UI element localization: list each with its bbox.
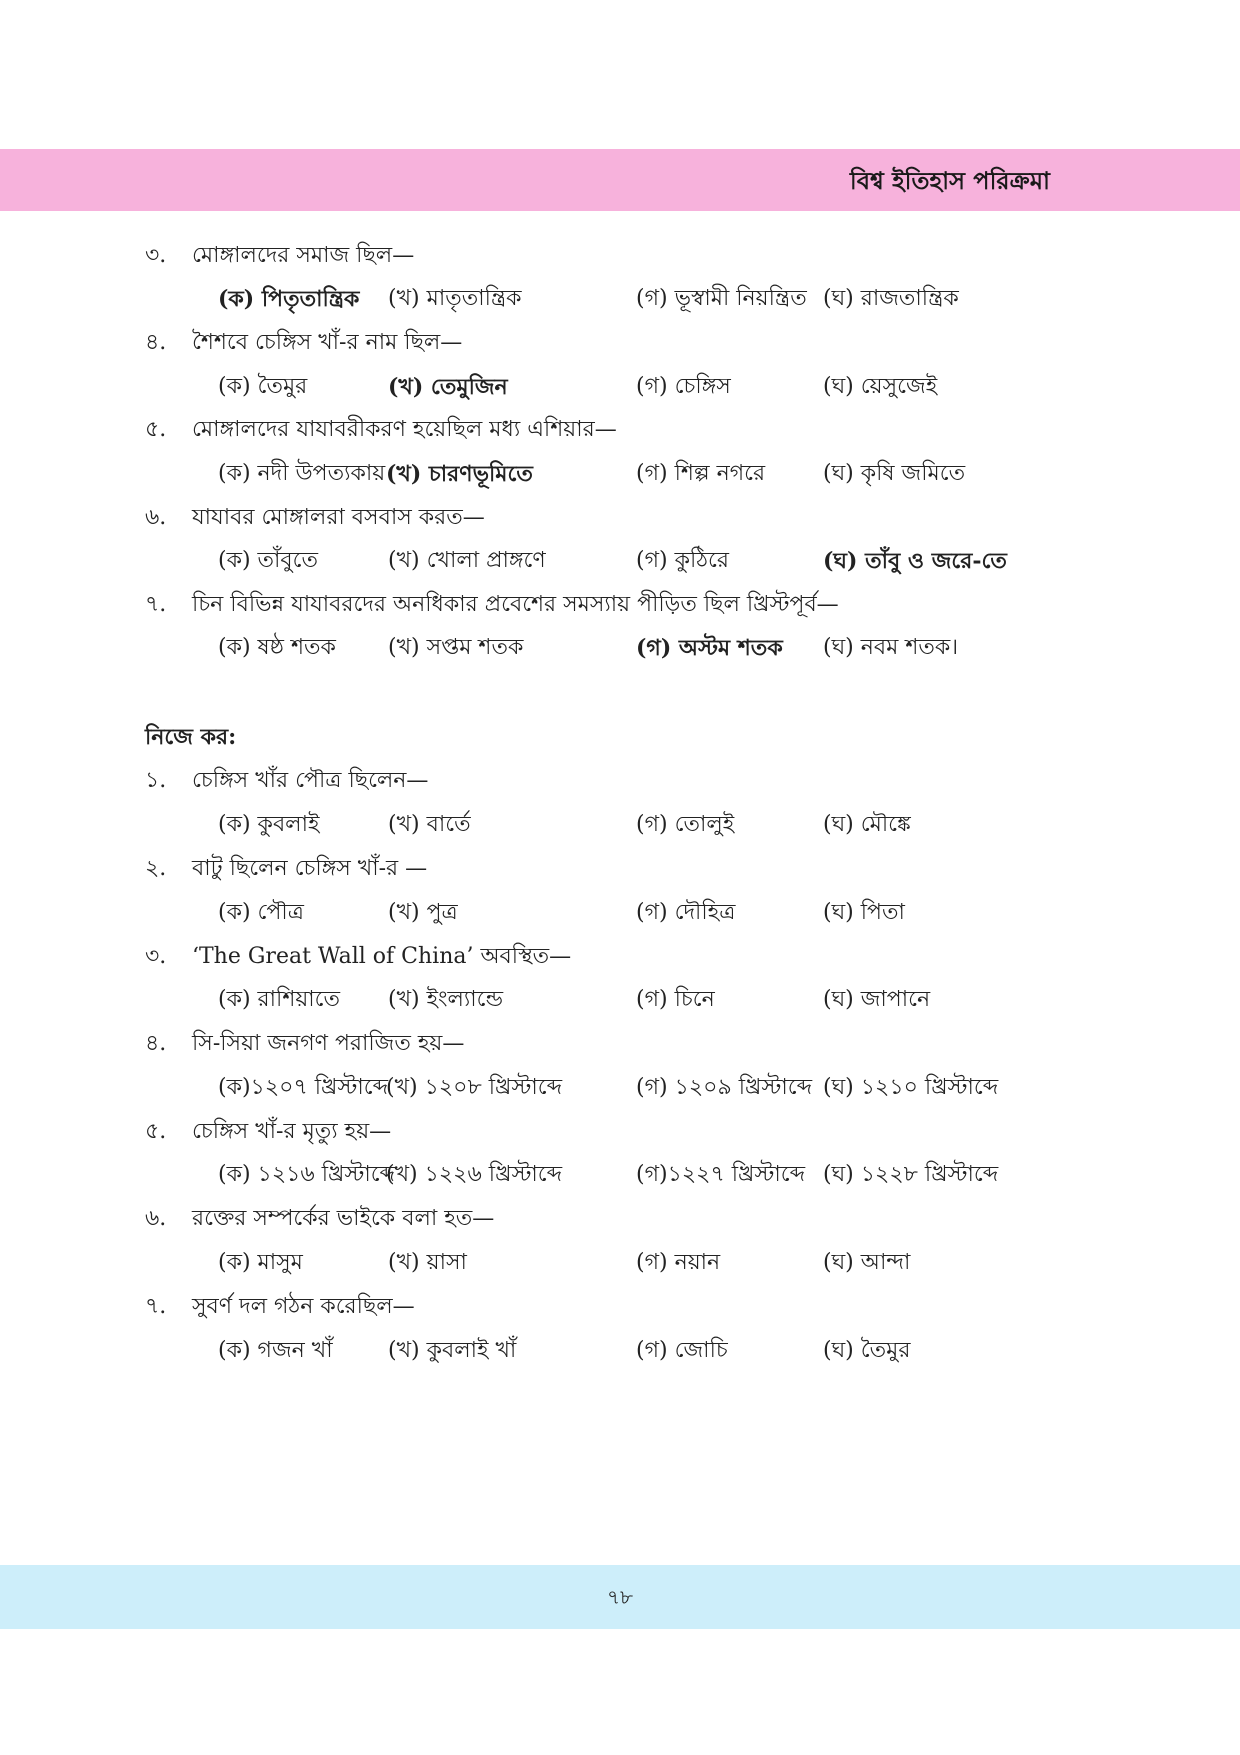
option: (ঘ) পিতা	[823, 900, 905, 925]
question	[145, 415, 617, 445]
option: (ঘ) আন্দা	[823, 1250, 911, 1275]
option-answer: (গ) অস্টম শতক	[636, 635, 783, 661]
running-header-title: বিশ্ব ইতিহাস পরিক্রমা	[849, 167, 1050, 195]
option: (ক)১২০৭ খ্রিস্টাব্দে	[218, 1075, 389, 1100]
option: (ঘ) তৈমুর	[823, 1338, 911, 1363]
question-number: ৪.	[145, 330, 167, 355]
option: (খ) ইংল্যান্ডে	[388, 987, 504, 1012]
question-text: রক্তের সম্পর্কের ভাইকে বলা হত—	[192, 1206, 495, 1231]
question-number: ১.	[145, 768, 167, 793]
option: (ক) তৈমুর	[218, 374, 308, 399]
question-text: চিন বিভিন্ন যাযাবরদের অনধিকার প্রবেশের সমস্যায় পীড়িত ছিল খ্রিস্টপূর্ব—	[192, 592, 839, 617]
option: (খ) খোলা প্রাঙ্গণে	[388, 548, 546, 573]
option: (ঘ) নবম শতক।	[823, 635, 959, 660]
question	[145, 1292, 415, 1322]
question-text: বাটু ছিলেন চেঙ্গিস খাঁ-র —	[192, 856, 428, 881]
question-text: চেঙ্গিস খাঁর পৌত্র ছিলেন—	[192, 768, 429, 793]
question	[145, 503, 485, 533]
option: (খ) য়াসা	[388, 1250, 467, 1275]
option: (খ) পুত্র	[388, 900, 458, 925]
option: (খ) বার্তে	[388, 812, 471, 837]
question-text: শৈশবে চেঙ্গিস খাঁ-র নাম ছিল—	[192, 330, 463, 355]
page-number: ৭৮	[607, 1585, 633, 1609]
question	[145, 766, 428, 796]
question	[145, 854, 427, 884]
section-title: নিজে কর:	[145, 724, 237, 750]
option: (গ) ১২০৯ খ্রিস্টাব্দে	[636, 1075, 813, 1100]
option-answer: (ঘ) তাঁবু ও জরে-তে	[823, 548, 1007, 574]
header-band	[0, 149, 1240, 211]
question-number: ৫.	[145, 1119, 167, 1144]
option: (গ) দৌহিত্র	[636, 900, 736, 925]
option: (ক) নদী উপত্যকায়	[218, 461, 386, 486]
question-number: ৬.	[145, 505, 167, 530]
question-number: ৭.	[145, 592, 167, 617]
option: (গ) কুঠিরে	[636, 548, 729, 573]
option: (গ) ভূস্বামী নিয়ন্ত্রিত	[636, 286, 807, 311]
option: (গ) চেঙ্গিস	[636, 374, 731, 399]
question-number: ৬.	[145, 1206, 167, 1231]
question-text: যাযাবর মোঙ্গালরা বসবাস করত—	[192, 505, 485, 530]
question-text: মোঙ্গালদের সমাজ ছিল—	[192, 243, 415, 268]
option-answer: (খ) চারণভূমিতে	[386, 461, 533, 487]
option: (ঘ) ১২১০ খ্রিস্টাব্দে	[823, 1075, 999, 1100]
option: (গ) নয়ান	[636, 1250, 721, 1275]
option: (ক) গজন খাঁ	[218, 1338, 333, 1363]
option: (ঘ) য়েসুজেই	[823, 374, 938, 399]
option: (গ) চিনে	[636, 987, 715, 1012]
option: (ক) ১২১৬ খ্রিস্টাব্দে	[218, 1162, 395, 1187]
option: (ক) কুবলাই	[218, 812, 320, 837]
question	[145, 328, 462, 358]
option-answer: (খ) তেমুজিন	[388, 374, 508, 400]
question-number: ৩.	[145, 944, 167, 969]
question-number: ৫.	[145, 417, 167, 442]
footer-band	[0, 1565, 1240, 1629]
question-text: সি-সিয়া জনগণ পরাজিত হয়—	[192, 1031, 465, 1056]
question-text: ‘The Great Wall of China’ অবস্থিত—	[192, 944, 572, 969]
option: (ঘ) জাপানে	[823, 987, 931, 1012]
option: (গ) তোলুই	[636, 812, 735, 837]
option: (খ) ১২০৮ খ্রিস্টাব্দে	[386, 1075, 563, 1100]
option: (ক) রাশিয়াতে	[218, 987, 341, 1012]
option: (খ) কুবলাই খাঁ	[388, 1338, 517, 1363]
question	[145, 590, 839, 620]
question-text: সুবর্ণ দল গঠন করেছিল—	[192, 1294, 415, 1319]
question-text: চেঙ্গিস খাঁ-র মৃত্যু হয়—	[192, 1119, 392, 1144]
question-number: ৭.	[145, 1294, 167, 1319]
option: (খ) ১২২৬ খ্রিস্টাব্দে	[386, 1162, 563, 1187]
question-number: ২.	[145, 856, 167, 881]
option: (গ) শিল্প নগরে	[636, 461, 766, 486]
question-number: ৩.	[145, 243, 167, 268]
question	[145, 1204, 494, 1234]
question	[145, 241, 414, 271]
question	[145, 1117, 391, 1147]
question	[145, 942, 571, 972]
option: (ঘ) রাজতান্ত্রিক	[823, 286, 959, 311]
option-answer: (ক) পিতৃতান্ত্রিক	[218, 286, 360, 312]
option: (ক) পৌত্র	[218, 900, 304, 925]
option: (গ) জোচি	[636, 1338, 728, 1363]
question-text: মোঙ্গালদের যাযাবরীকরণ হয়েছিল মধ্য এশিয়ার—	[192, 417, 617, 442]
question-number: ৪.	[145, 1031, 167, 1056]
option: (ঘ) ১২২৮ খ্রিস্টাব্দে	[823, 1162, 999, 1187]
option: (ক) মাসুম	[218, 1250, 303, 1275]
option: (ক) ষষ্ঠ শতক	[218, 635, 336, 660]
option: (গ)১২২৭ খ্রিস্টাব্দে	[636, 1162, 806, 1187]
option: (ঘ) কৃষি জমিতে	[823, 461, 966, 486]
option: (ঘ) মৌঙ্কে	[823, 812, 911, 837]
option: (খ) মাতৃতান্ত্রিক	[388, 286, 522, 311]
question	[145, 1029, 464, 1059]
option: (ক) তাঁবুতে	[218, 548, 319, 573]
option: (খ) সপ্তম শতক	[388, 635, 524, 660]
